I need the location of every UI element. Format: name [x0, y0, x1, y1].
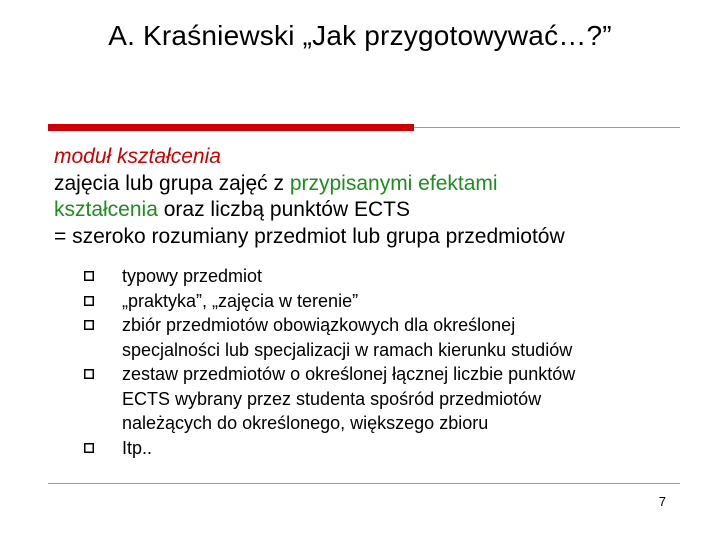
definition-highlight: przypisanymi efektami	[289, 171, 498, 195]
definition-term: moduł kształcenia	[54, 145, 221, 168]
bullet-list	[82, 264, 682, 460]
definition-line-1	[54, 171, 565, 198]
definition-highlight: kształcenia	[54, 198, 158, 221]
footer-divider	[48, 483, 680, 484]
definition-text: oraz liczbą punktów ECTS	[157, 198, 410, 221]
list-item	[82, 362, 682, 436]
definition-term-line	[54, 144, 565, 171]
list-item-line: zbiór przedmiotów obowiązkowych dla określonej	[122, 315, 516, 335]
list-item	[82, 436, 682, 461]
hollow-square-bullet-icon	[84, 271, 95, 282]
list-item-line: „praktyka”, „zajęcia w terenie”	[122, 290, 359, 311]
hollow-square-bullet-icon	[84, 296, 95, 307]
definition-text: zajęcia lub grupa zajęć z	[54, 171, 290, 195]
definition-text: = szeroko rozumiany przedmiot lub grupa przedmiotów	[54, 224, 565, 248]
definition-line-2	[54, 197, 565, 224]
list-item-line: Itp..	[122, 437, 153, 458]
list-item	[82, 289, 682, 314]
list-item-line: specjalności lub specjalizacji w ramach kierunku studiów	[122, 339, 573, 360]
title-divider-accent	[48, 124, 414, 131]
list-item	[82, 313, 682, 362]
list-item-line: ECTS wybrany przez studenta spośród przedmiotów	[122, 388, 542, 409]
list-item	[82, 264, 682, 289]
list-item-line: zestaw przedmiotów o określonej łącznej liczbie punktów	[122, 364, 576, 384]
page-number: 7	[658, 494, 666, 509]
definition-line-3	[54, 224, 565, 251]
list-item-line: typowy przedmiot	[122, 266, 263, 286]
list-item-line: należących do określonego, większego zbioru	[122, 413, 489, 433]
definition-block	[54, 144, 565, 250]
hollow-square-bullet-icon	[84, 443, 95, 454]
hollow-square-bullet-icon	[84, 369, 95, 380]
hollow-square-bullet-icon	[84, 320, 95, 331]
slide-title: A. Kraśniewski „Jak przygotowywać…?”	[108, 20, 612, 51]
